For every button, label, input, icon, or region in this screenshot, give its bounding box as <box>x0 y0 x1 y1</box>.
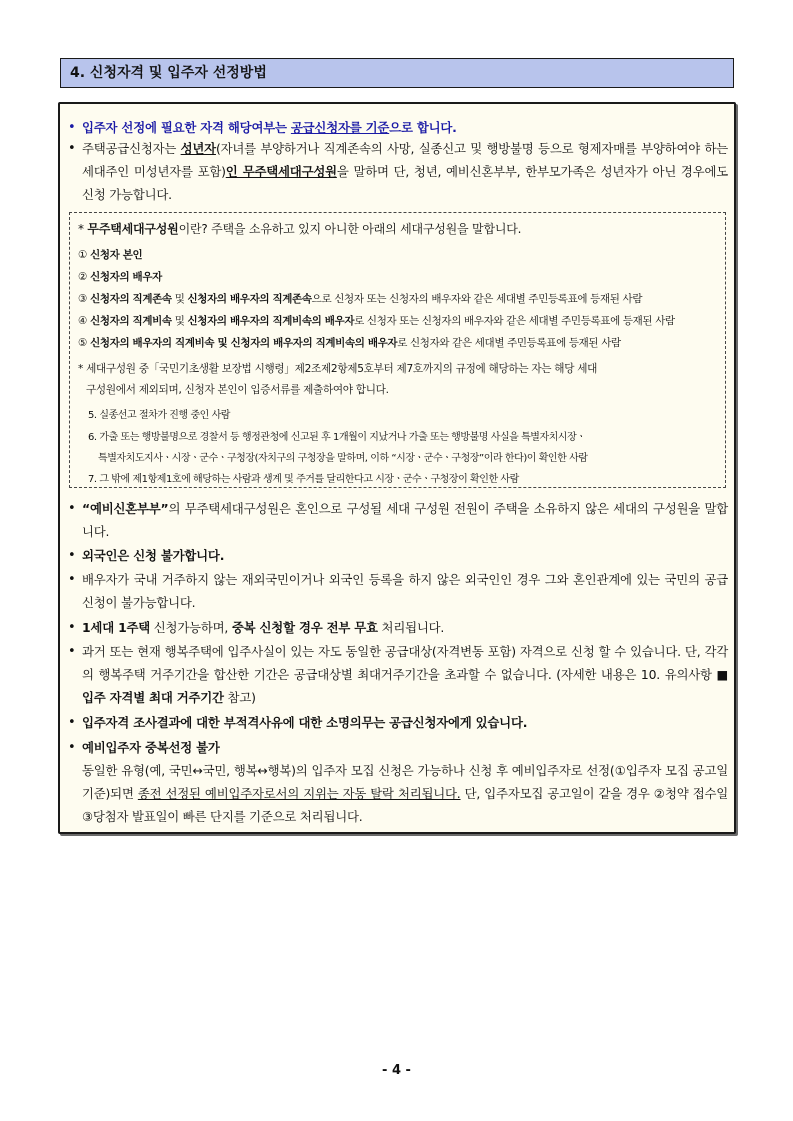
basis-text: 입주자 선정에 필요한 자격 해당여부는 <box>82 120 291 135</box>
bullet-applicant-definition <box>68 137 728 206</box>
bullet-spouse-overseas <box>68 568 728 614</box>
box-title: * 무주택세대구성원이란? 주택을 소유하고 있지 아니한 아래의 세대구성원을 말합니다. <box>78 222 522 236</box>
def-t2: (자녀를 부양하거나 직계존속의 사망, 실종신고 및 행방불명 등으로 형제자매를 부양하여야 하는 세대주인 미성년자를 포함) <box>82 141 728 179</box>
homeless-household-definition-box <box>69 212 726 488</box>
bullet-foreigner <box>68 544 728 567</box>
def-adult: 성년자 <box>180 141 216 156</box>
box-note-1: * 세대구성원 중「국민기초생활 보장법 시행령」제2조제2항제5호부터 제7호까지의 규정에 해당하는 자는 해당 세대 <box>78 363 598 375</box>
section-title: 4. 신청자격 및 입주자 선정방법 <box>60 58 734 88</box>
bullet-dot: • <box>68 120 76 135</box>
bullet-applicant-basis <box>68 116 728 139</box>
box-sub-6b: 특별자치도지사ㆍ시장ㆍ군수ㆍ구청장(자치구의 구청장을 말하며, 이하 “시장ㆍ군수ㆍ구청장”이라 한다)이 확인한 사람 <box>98 453 588 464</box>
foreigner-text: 외국인은 신청 불가합니다. <box>82 548 225 563</box>
box-item-2: ② 신청자의 배우자 <box>78 271 162 283</box>
one-house-label: 1세대 1주택 <box>82 620 151 635</box>
waitlist-title: 예비입주자 중복선정 불가 <box>82 740 220 755</box>
bullet-past-residence: • 과거 또는 현재 행복주택에 입주사실이 있는 자도 동일한 공급대상(자격변동 포함) 자격으로 신청 할 수 있습니다. 단, 각각의 행복주택 거주기간을 합산한 기간은 공급대상별 최대거주기간을 초과할 수 없습니다. (자세한 내용은 10. 유의사항 ■ 입주 자격별 최대 거주기간 참고) <box>68 640 728 709</box>
newlyweds-text: 의 무주택세대구성원은 혼인으로 구성될 세대 구성원 전원이 주택을 소유하지 않은 세대의 구성원을 말합니다. <box>82 501 728 539</box>
eligibility-panel <box>58 102 736 834</box>
bullet-dot: • <box>68 501 76 516</box>
def-t3: 을 말하며 단, 청년, 예비신혼부부, 한부모가족은 성년자가 아닌 경우에도 신청 가능합니다. <box>82 164 728 202</box>
bullet-waitlist-duplicate <box>68 736 728 828</box>
box-sub-5: 5. 실종선고 절차가 진행 중인 사람 <box>88 410 231 421</box>
bullet-dot: • <box>68 740 76 755</box>
duplicate-invalid: 중복 신청할 경우 전부 무효 <box>231 620 378 635</box>
waitlist-body: 동일한 유형(예, 국민↔국민, 행복↔행복)의 입주자 모집 신청은 가능하나 신청 후 예비입주자로 선정(①입주자 모집 공고일 기준)되면 종전 선정된 예비입주자로서의 지위는 자동 탈락 처리됩니다. 단, 입주자모집 공고일이 같을 경우 ②청약 접수일 ③당첨자 발표일이 빠른 단지를 기준으로 처리됩니다. <box>82 763 729 824</box>
box-sub-6a: 6. 가출 또는 행방불명으로 경찰서 등 행정관청에 신고된 후 1개월이 지났거나 가출 또는 행방불명 사실을 특별자치시장ㆍ <box>88 432 586 443</box>
bullet-dot: • <box>68 141 76 156</box>
bullet-dot: • <box>68 548 76 563</box>
def-t1: 주택공급신청자는 <box>82 141 181 156</box>
waitlist-underlined: 종전 선정된 예비입주자로서의 지위는 자동 탈락 처리됩니다. <box>137 786 461 801</box>
bullet-dot: • <box>68 644 76 659</box>
bullet-explanation-duty <box>68 711 728 734</box>
box-item-3: ③ 신청자의 직계존속 및 신청자의 배우자의 직계존속으로 신청자 또는 신청자의 배우자와 같은 세대별 주민등록표에 등재된 사람 <box>78 293 643 305</box>
box-sub-7: 7. 그 밖에 제1항제1호에 해당하는 사람과 생계 및 주거를 달리한다고 시장ㆍ군수ㆍ구청장이 확인한 사람 <box>88 474 519 485</box>
basis-underlined: 공급신청자를 기준 <box>290 120 390 135</box>
bullet-dot: • <box>68 620 76 635</box>
box-item-5: ⑤ 신청자의 배우자의 직계비속 및 신청자의 배우자의 직계비속의 배우자로 신청자와 같은 세대별 주민등록표에 등재된 사람 <box>78 337 621 349</box>
spouse-overseas-text: 배우자가 국내 거주하지 않는 재외국민이거나 외국인 등록을 하지 않은 외국인인 경우 그와 혼인관계에 있는 국민의 공급 신청이 불가능합니다. <box>82 572 728 610</box>
basis-end: 으로 합니다. <box>389 120 457 135</box>
page-number: - 4 - <box>382 1063 411 1078</box>
bullet-prospective-newlyweds <box>68 497 728 543</box>
explanation-duty-text: 입주자격 조사결과에 대한 부적격사유에 대한 소명의무는 공급신청자에게 있습니다. <box>82 715 528 730</box>
bullet-one-house: • 1세대 1주택 신청가능하며, 중복 신청할 경우 전부 무효 처리됩니다. <box>68 616 728 639</box>
bullet-dot: • <box>68 572 76 587</box>
max-residence-ref: ■ 입주 자격별 최대 거주기간 <box>82 667 728 705</box>
box-note-2: 구성원에서 제외되며, 신청자 본인이 입증서류를 제출하여야 합니다. <box>86 384 389 396</box>
box-item-1: ① 신청자 본인 <box>78 249 143 261</box>
box-item-4: ④ 신청자의 직계비속 및 신청자의 배우자의 직계비속의 배우자로 신청자 또는 신청자의 배우자와 같은 세대별 주민등록표에 등재된 사람 <box>78 315 675 327</box>
newlyweds-label: “예비신혼부부” <box>82 501 169 516</box>
bullet-dot: • <box>68 715 76 730</box>
def-u2: 인 무주택세대구성원 <box>225 164 337 179</box>
